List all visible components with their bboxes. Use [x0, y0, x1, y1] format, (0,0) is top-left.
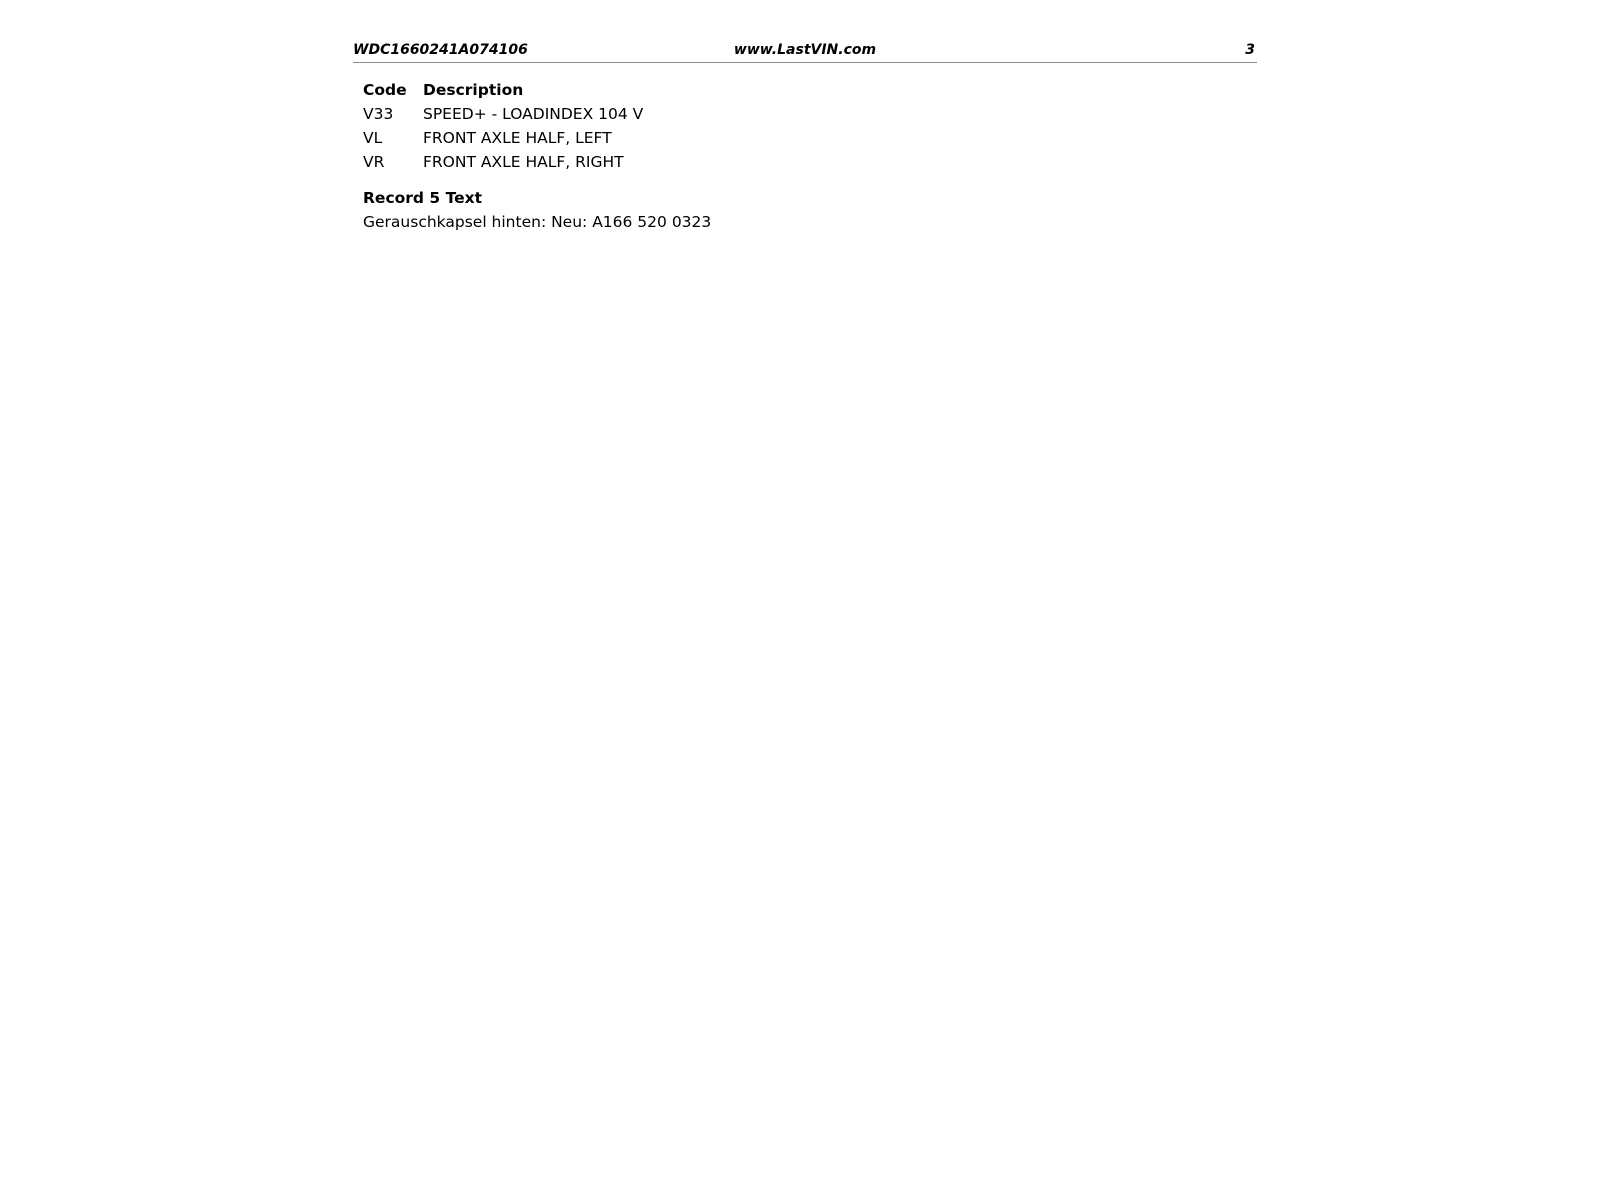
table-header-row: [363, 78, 643, 102]
option-code: VR: [363, 153, 385, 171]
table-row: [363, 102, 643, 126]
page-content: [363, 78, 711, 234]
option-description: FRONT AXLE HALF, LEFT: [423, 129, 612, 147]
header-site: www.LastVIN.com: [733, 42, 877, 58]
option-description: FRONT AXLE HALF, RIGHT: [423, 153, 624, 171]
option-code: VL: [363, 129, 383, 147]
header-vin: WDC1660241A074106: [353, 42, 528, 58]
table-row: [363, 126, 643, 150]
options-table: [363, 78, 643, 174]
header-page-number: 3: [1245, 42, 1255, 58]
column-header-code: Code: [363, 81, 407, 99]
column-header-description: Description: [423, 81, 524, 99]
option-description: SPEED+ - LOADINDEX 104 V: [423, 105, 644, 123]
option-code: V33: [363, 105, 394, 123]
table-row: [363, 150, 643, 174]
record-text: Gerauschkapsel hinten: Neu: A166 520 0323: [363, 213, 712, 231]
record-title: Record 5 Text: [363, 189, 483, 207]
page-header: [353, 40, 1257, 63]
